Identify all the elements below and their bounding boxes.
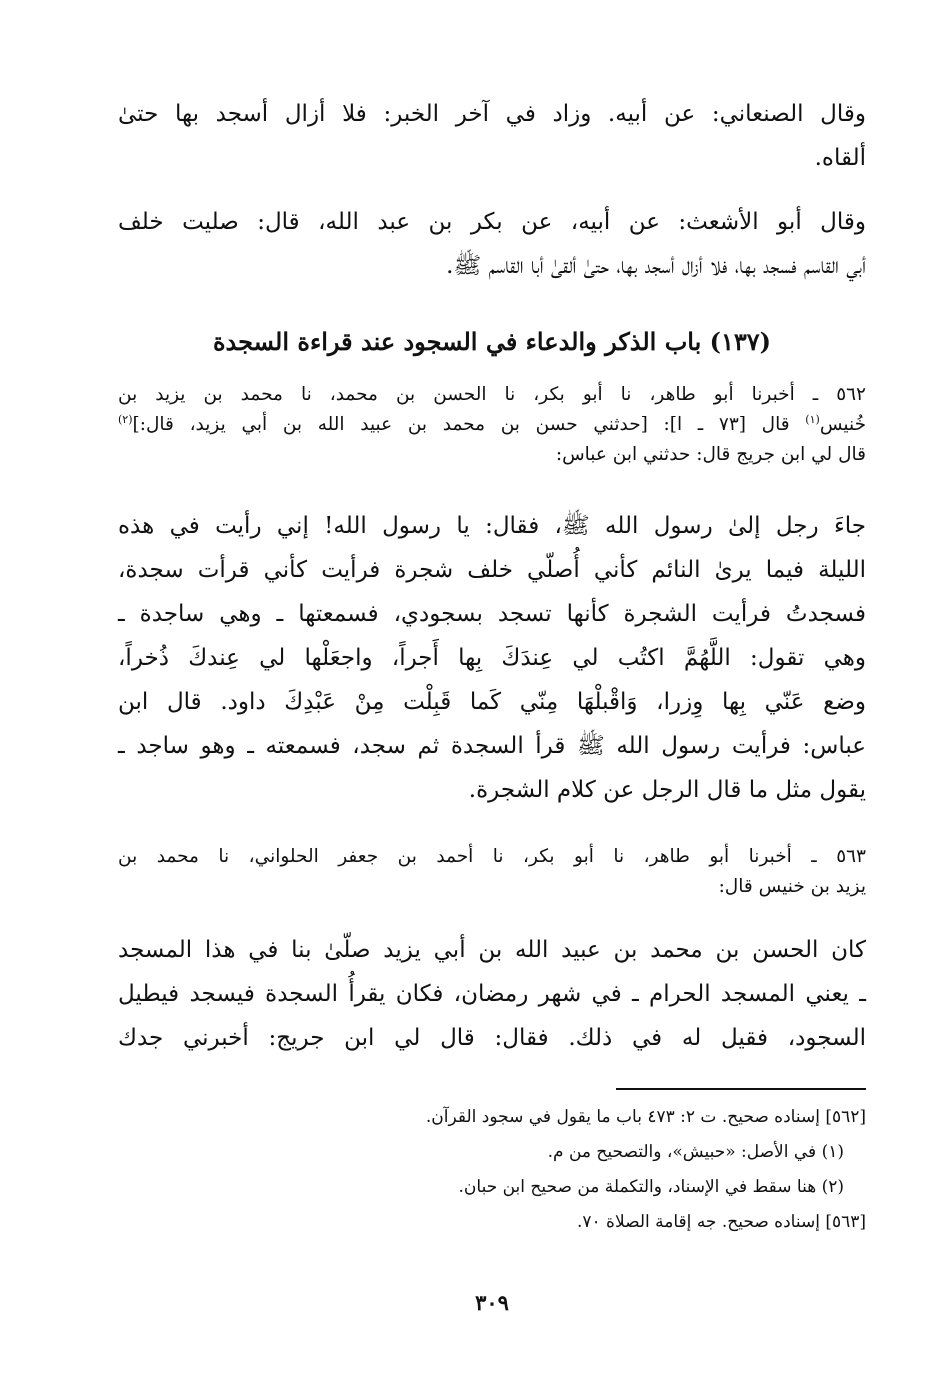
chapter-heading: (١٣٧) باب الذكر والدعاء في السجود عند قراءة السجدة — [212, 327, 772, 356]
footnotes — [118, 1100, 866, 1240]
text-line — [118, 410, 866, 440]
footnote-divider — [616, 1088, 866, 1090]
text-line: وقال أبو الأشعث: عن أبيه، عن بكر بن عبد الله، قال: صليت خلف — [118, 209, 866, 235]
text-line: الليلة فيما يرىٰ النائم كأني أُصلّي خلف شجرة فرأيت كأني قرأت سجدة، — [118, 557, 866, 583]
footnote-item: [٥٦٣] إسناده صحيح. جه إقامة الصلاة ٧٠. — [576, 1212, 866, 1232]
text-line: عباس: فرأيت رسول الله ﷺ قرأ السجدة ثم سجد، فسمعته ـ وهو ساجد ـ — [118, 733, 866, 759]
text-line: ٥٦٢ ـ أخبرنا أبو طاهر، نا أبو بكر، نا الحسن بن محمد، نا محمد بن يزيد بن — [118, 384, 866, 405]
text-line: ـ يعني المسجد الحرام ـ في شهر رمضان، فكان يقرأُ السجدة فيسجد فيطيل — [118, 981, 866, 1007]
book-page — [118, 0, 866, 1375]
narrator-name: خُنيس — [819, 414, 866, 435]
text-line: فسجدتُ فرأيت الشجرة كأنها تسجد بسجودي، فسمعتها ـ وهي ساجدة ـ — [118, 601, 866, 627]
hadith-563-isnad — [118, 842, 866, 902]
text-line: السجود، فقيل له في ذلك. فقال: قال لي ابن جريج: أخبرني جدك — [118, 1025, 866, 1051]
page-number: ٣٠٩ — [475, 1290, 509, 1315]
text-fragment: قال [٧٣ ـ ا]: [حدثني حسن بن محمد بن عبيد الله بن أبي يزيد، قال:] — [132, 414, 806, 435]
text-line: جاءَ رجل إلىٰ رسول الله ﷺ، فقال: يا رسول الله! إني رأيت في هذه — [118, 513, 866, 539]
text-line: وقال الصنعاني: عن أبيه. وزاد في آخر الخبر: فلا أزال أسجد بها حتىٰ — [118, 101, 866, 127]
hadith-562-isnad — [118, 380, 866, 470]
hadith-563-matn — [118, 928, 866, 1060]
text-line: قال لي ابن جريج قال: حدثني ابن عباس: — [555, 444, 866, 465]
paragraph-abu-ashath — [118, 200, 866, 288]
footnote-item: (٢) هنا سقط في الإسناد، والتكملة من صحيح ابن حبان. — [458, 1177, 844, 1197]
text-line: يقول مثل ما قال الرجل عن كلام الشجرة. — [468, 777, 866, 803]
hadith-562-matn — [118, 504, 866, 812]
footnote-item: (١) في الأصل: «حبيش»، والتصحيح من م. — [547, 1142, 844, 1162]
text-line: وضع عَنّي بِها وِزرا، وَاقْبلْهَا مِنّي كَما قَبِلْت مِنْ عَبْدِكَ داود. قال ابن — [118, 689, 866, 715]
text-line: وهي تقول: اللَّهُمَّ اكتُب لي عِندَكَ بِها أَجراً، واجعَلْها لي عِندكَ ذُخراً، — [118, 645, 866, 671]
text-line: ٥٦٣ ـ أخبرنا أبو طاهر، نا أبو بكر، نا أحمد بن جعفر الحلواني، نا محمد بن — [118, 846, 866, 867]
footnote-marker: (٢) — [118, 412, 133, 426]
footnote-item: [٥٦٢] إسناده صحيح. ت ٢: ٤٧٣ باب ما يقول في سجود القرآن. — [425, 1107, 866, 1127]
paragraph-sanani — [118, 92, 866, 180]
footnote-marker: (١) — [805, 412, 820, 426]
text-line: يزيد بن خنيس قال: — [718, 876, 866, 897]
text-line: كان الحسن بن محمد بن عبيد الله بن أبي يزيد صلّىٰ بنا في هذا المسجد — [118, 937, 866, 963]
text-line: ألقاه. — [814, 145, 866, 171]
text-line: أبي القاسم فسجد بها، فلا أزال أسجد بها، حتىٰ ألقىٰ أبا القاسم ﷺ. — [446, 253, 866, 279]
